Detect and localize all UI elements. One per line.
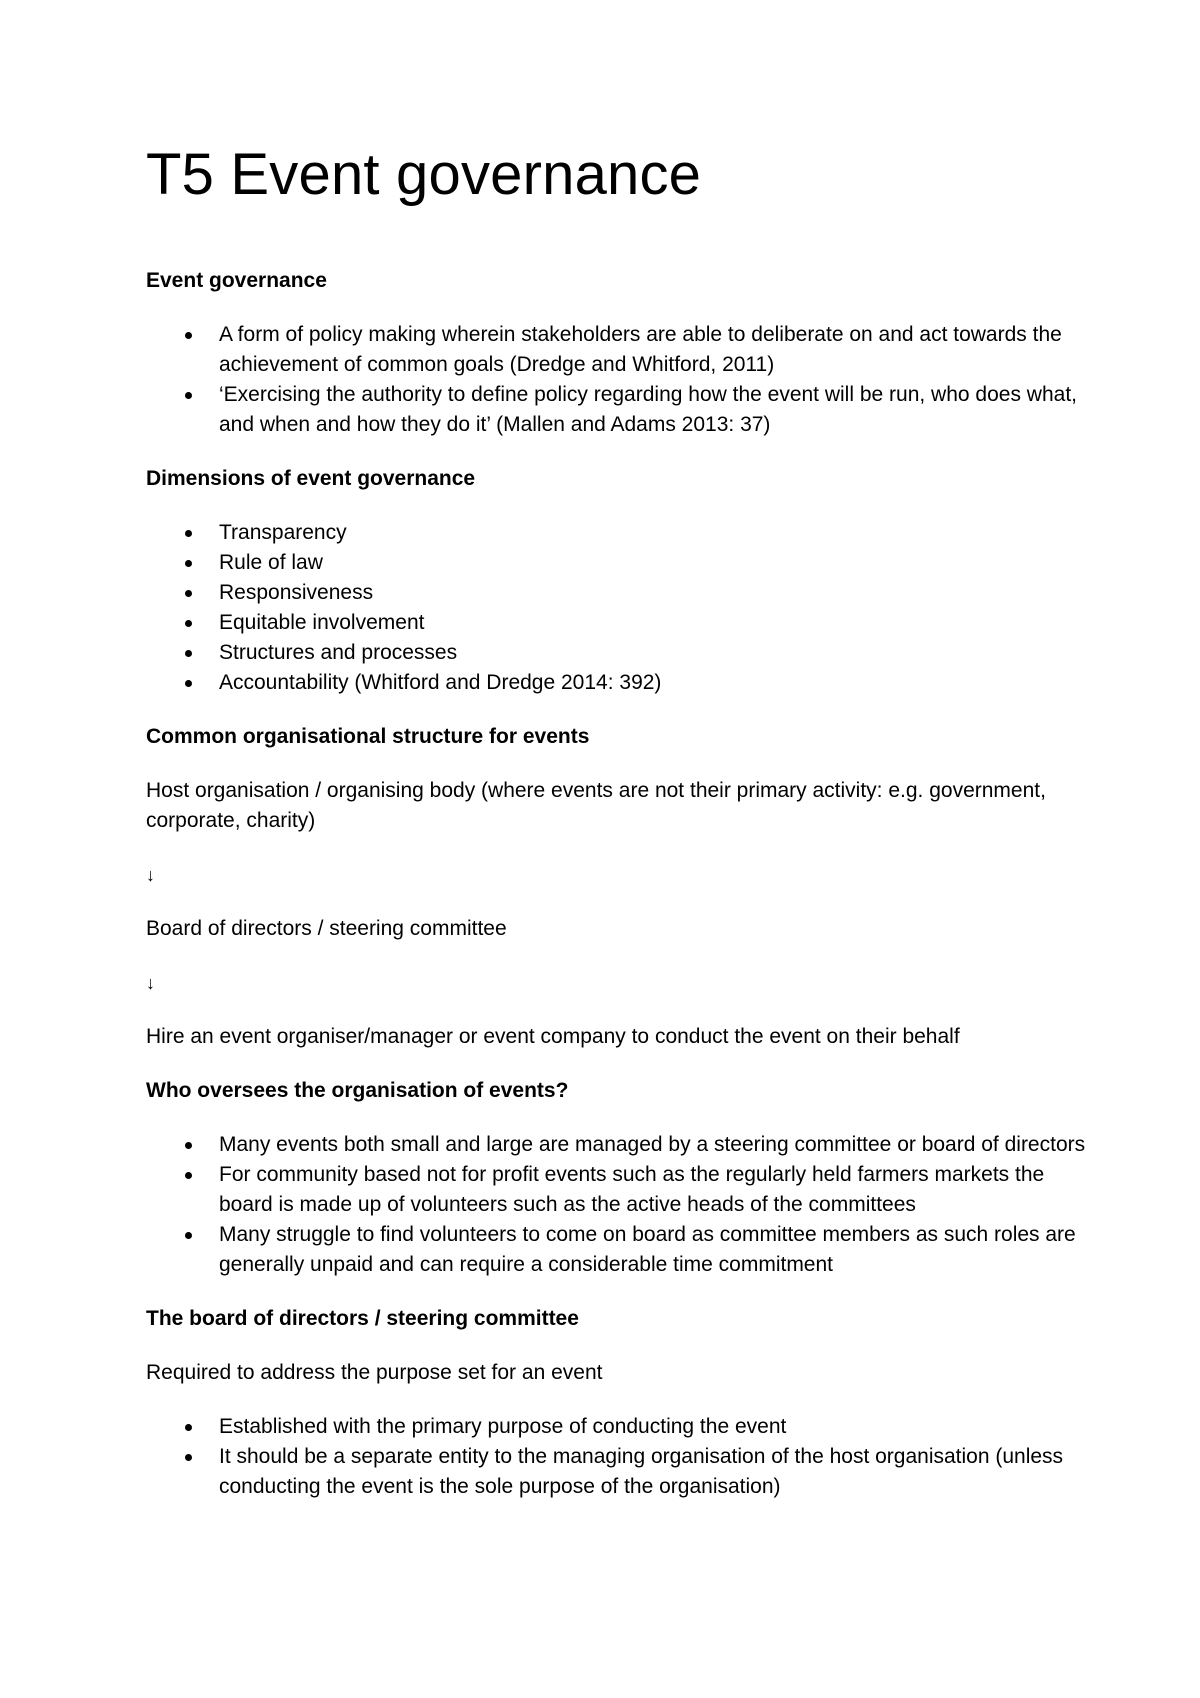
bullet-list-event-governance [146, 320, 1086, 440]
section-heading-dimensions: Dimensions of event governance [146, 467, 476, 490]
section-heading-event-governance: Event governance [146, 269, 327, 292]
list-item-text: Responsiveness [219, 581, 374, 604]
down-arrow-icon: ↓ [146, 865, 155, 885]
list-item [146, 1412, 1086, 1442]
board-text: Board of directors / steering committee [146, 917, 507, 940]
list-item-text: Established with the primary purpose of conducting the event [219, 1415, 787, 1438]
document-body [146, 266, 1086, 1526]
list-item [146, 608, 1086, 638]
list-item-text: Many events both small and large are managed by a steering committee or board of directors [219, 1133, 1086, 1156]
list-item-text: For community based not for profit events such as the regularly held farmers markets the board is made up of volunteers such as the active heads of the committees [219, 1163, 1045, 1216]
bullet-icon [185, 530, 192, 537]
bullet-icon [185, 560, 192, 567]
list-item [146, 518, 1086, 548]
list-item [146, 638, 1086, 668]
list-item [146, 1160, 1086, 1220]
host-organisation-text: Host organisation / organising body (where events are not their primary activity: e.g. government, corporate, charity) [146, 779, 1046, 832]
bullet-icon [185, 1424, 192, 1431]
list-item-text: ‘Exercising the authority to define policy regarding how the event will be run, who does what, and when and how they do it’ (Mallen and Adams 2013: 37) [219, 383, 1077, 436]
list-item [146, 1220, 1086, 1280]
list-item [146, 578, 1086, 608]
down-arrow-icon: ↓ [146, 973, 155, 993]
section-heading-oversees: Who oversees the organisation of events? [146, 1079, 569, 1102]
bullet-list-board [146, 1412, 1086, 1502]
bullet-icon [185, 392, 192, 399]
list-item [146, 668, 1086, 698]
section-heading-structure: Common organisational structure for events [146, 725, 590, 748]
list-item-text: Structures and processes [219, 641, 458, 664]
bullet-icon [185, 1142, 192, 1149]
bullet-icon [185, 1172, 192, 1179]
list-item-text: Transparency [219, 521, 347, 544]
list-item-text: Rule of law [219, 551, 323, 574]
bullet-icon [185, 590, 192, 597]
bullet-icon [185, 620, 192, 627]
bullet-list-dimensions [146, 518, 1086, 698]
list-item [146, 1442, 1086, 1502]
page-title: T5 Event governance [146, 142, 702, 207]
bullet-icon [185, 1232, 192, 1239]
list-item-text: Accountability (Whitford and Dredge 2014: 392) [219, 671, 662, 694]
bullet-icon [185, 650, 192, 657]
bullet-icon [185, 680, 192, 687]
list-item [146, 1130, 1086, 1160]
hire-organiser-text: Hire an event organiser/manager or event company to conduct the event on their behalf [146, 1025, 960, 1048]
list-item [146, 548, 1086, 578]
list-item-text: Many struggle to find volunteers to come on board as committee members as such roles are generally unpaid and can require a considerable time commitment [219, 1223, 1076, 1276]
list-item-text: A form of policy making wherein stakeholders are able to deliberate on and act towards the achievement of common goals (Dredge and Whitford, 2011) [219, 323, 1062, 376]
list-item-text: Equitable involvement [219, 611, 425, 634]
bullet-icon [185, 1454, 192, 1461]
list-item [146, 380, 1086, 440]
board-intro-text: Required to address the purpose set for an event [146, 1361, 603, 1384]
section-heading-board: The board of directors / steering committee [146, 1307, 579, 1330]
bullet-icon [185, 332, 192, 339]
list-item-text: It should be a separate entity to the managing organisation of the host organisation (unless conducting the event is the sole purpose of the organisation) [219, 1445, 1064, 1498]
bullet-list-oversees [146, 1130, 1086, 1280]
list-item [146, 320, 1086, 380]
